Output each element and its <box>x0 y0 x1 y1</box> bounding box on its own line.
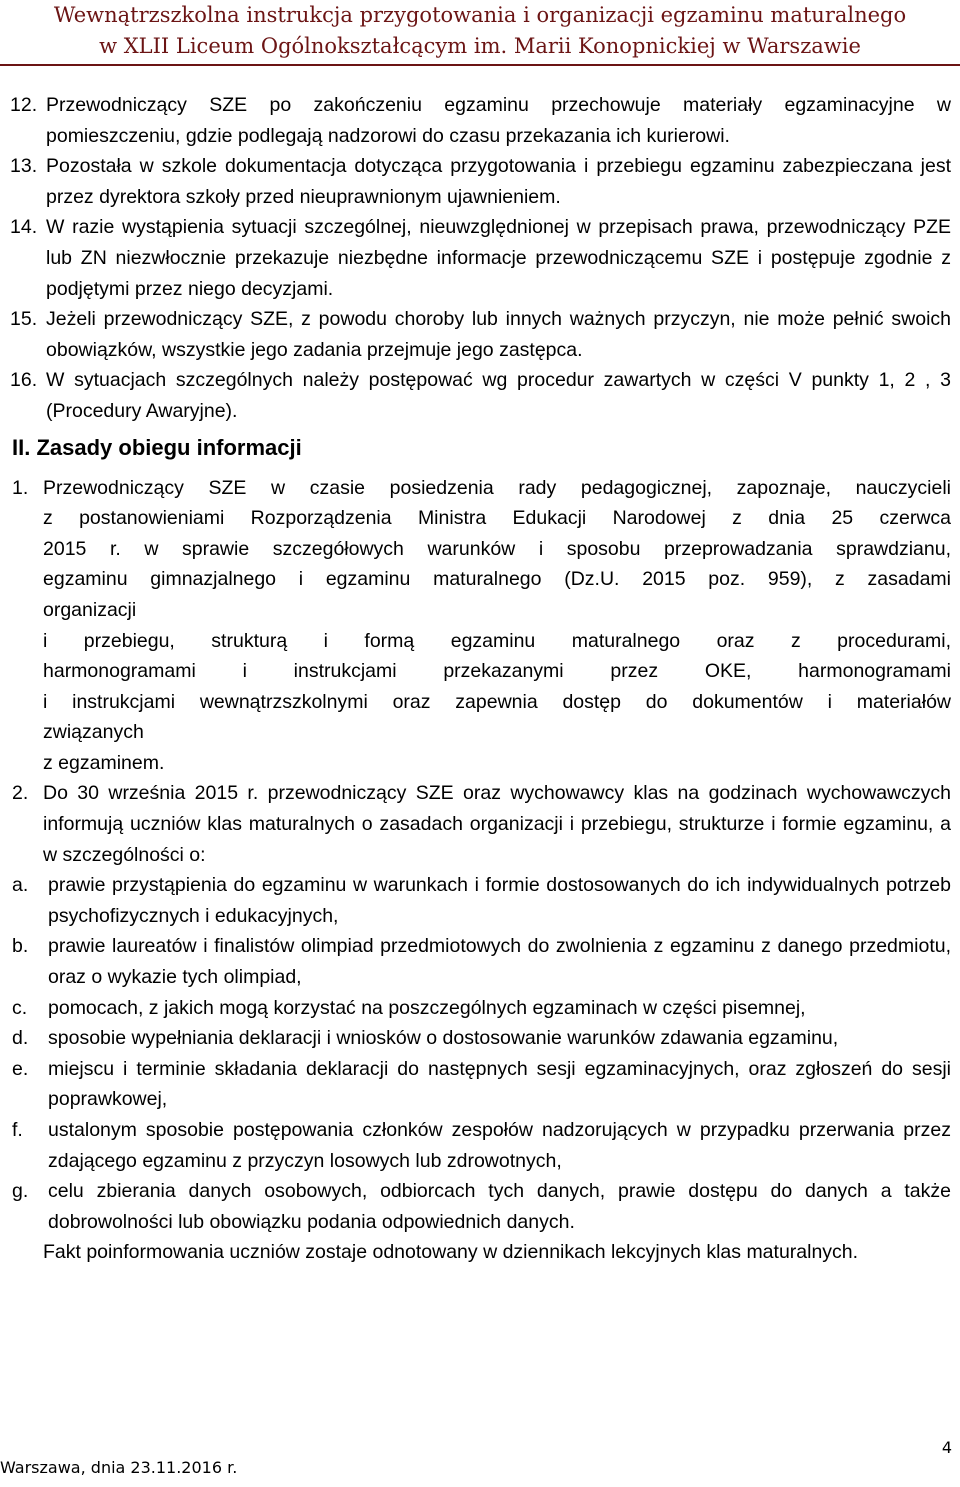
list-item <box>12 473 951 779</box>
sub-list-text: sposobie wypełniania deklaracji i wniosków o dostosowanie warunków zdawania egzaminu, <box>48 1027 839 1050</box>
list-item-number: 15. <box>10 308 38 331</box>
list-item <box>10 365 951 426</box>
list-item-text: Pozostała w szkole dokumentacja dotycząca przygotowania i przebiegu egzaminu zabezpieczana jest przez dyrektora szkoły przed nieuprawnionym ujawnieniem. <box>46 155 951 208</box>
header-line-2: w XLII Liceum Ogólnokształcącym im. Marii Konopnickiej w Warszawie <box>99 34 861 58</box>
sub-list-letter: c. <box>12 996 28 1019</box>
list-item-text <box>43 473 951 779</box>
sub-list-item <box>12 1023 951 1054</box>
document-header <box>0 0 960 62</box>
text-line: i instrukcjami wewnątrzszkolnymi oraz zapewnia dostęp do dokumentów i materiałów <box>43 690 951 713</box>
closing-paragraph: Fakt poinformowania uczniów zostaje odnotowany w dziennikach lekcyjnych klas maturalnych. <box>43 1241 859 1264</box>
sub-list-letter: g. <box>12 1180 29 1203</box>
sub-list-text: pomocach, z jakich mogą korzystać na poszczególnych egzaminach w części pisemnej, <box>48 996 806 1019</box>
sub-list-item <box>12 870 951 931</box>
sub-list-text: miejscu i terminie składania deklaracji do następnych sesji egzaminacyjnych, oraz zgłoszeń do sesji poprawkowej, <box>48 1057 951 1111</box>
list-item-number: 16. <box>10 369 38 392</box>
numbered-list-top <box>10 90 951 427</box>
sub-list-text: prawie przystąpienia do egzaminu w warunkach i formie dostosowanych do ich indywidualnych potrzeb psychofizycznych i edukacyjnych, <box>48 874 951 927</box>
sub-list-letter: a. <box>12 874 29 897</box>
numbered-list-section <box>12 473 951 1268</box>
list-item-text: W razie wystąpienia sytuacji szczególnej, nieuwzględnionej w przepisach prawa, przewodniczący PZE lub ZN niezwłocznie przekazuje niezbędne informacje przewodniczącemu SZE i postępuje zgodnie z podjętymi przez niego decyzjami. <box>46 216 951 300</box>
sub-list-item <box>12 1054 951 1115</box>
list-item-number: 14. <box>10 216 38 239</box>
list-item-text: Jeżeli przewodniczący SZE, z powodu choroby lub innych ważnych przyczyn, nie może pełnić swoich obowiązków, wszystkie jego zadania przejmuje jego zastępca. <box>46 308 951 361</box>
header-line-1: Wewnątrzszkolna instrukcja przygotowania i organizacji egzaminu maturalnego <box>53 3 907 27</box>
list-item <box>10 304 951 365</box>
sub-list-letter: e. <box>12 1057 29 1080</box>
sub-list-letter: f. <box>12 1119 23 1141</box>
text-line: Przewodniczący SZE w czasie posiedzenia rady pedagogicznej, zapoznaje, nauczycieli <box>43 476 951 499</box>
list-item-number: 1. <box>12 476 29 499</box>
sub-list-text: prawie laureatów i finalistów olimpiad przedmiotowych do zwolnienia z egzaminu z danego przedmiotu, oraz o wykazie tych olimpiad, <box>48 935 951 989</box>
list-item-text <box>12 778 951 1268</box>
lettered-list <box>12 870 951 1237</box>
list-item <box>12 778 951 1268</box>
sub-list-letter: b. <box>12 935 29 958</box>
text-line: z postanowieniami Rozporządzenia Ministra Edukacji Narodowej z dnia 25 czerwca <box>43 507 951 530</box>
sub-list-item <box>12 1115 951 1176</box>
list-item <box>10 212 951 304</box>
list-item <box>10 90 951 151</box>
sub-list-letter: d. <box>12 1027 29 1050</box>
text-line: i przebiegu, strukturą i formą egzaminu maturalnego oraz z procedurami, <box>43 629 951 652</box>
text-line: z egzaminem. <box>43 751 165 774</box>
page-number: 4 <box>941 1438 952 1457</box>
header-divider <box>0 64 960 66</box>
list-item-text: Przewodniczący SZE po zakończeniu egzaminu przechowuje materiały egzaminacyjne w pomieszczeniu, gdzie podlegają nadzorowi do czasu przekazania ich kurierowi. <box>46 94 951 147</box>
text-line: 2015 r. w sprawie szczegółowych warunków i sposobu przeprowadzania sprawdzianu, <box>43 537 951 560</box>
sub-list-item <box>12 931 951 992</box>
list-item-number: 13. <box>10 155 38 178</box>
sub-list-item <box>12 1176 951 1237</box>
text-line: egzaminu gimnazjalnego i egzaminu maturalnego (Dz.U. 2015 poz. 959), z zasadami <box>43 568 951 591</box>
text-line: organizacji <box>43 598 137 621</box>
document-body <box>10 90 951 1268</box>
footer-date: Warszawa, dnia 23.11.2016 r. <box>0 1458 238 1477</box>
sub-list-text: celu zbierania danych osobowych, odbiorcach tych danych, prawie dostępu do danych a także dobrowolności lub obowiązku podania odpowiednich danych. <box>48 1180 951 1233</box>
text-line: związanych <box>43 721 144 744</box>
list-item-intro: Do 30 września 2015 r. przewodniczący SZE oraz wychowawcy klas na godzinach wychowawczych informują uczniów klas maturalnych o zasadach organizacji i przebiegu, strukturze i formie egzaminu, a w szczególności o: <box>43 782 951 866</box>
list-item-number: 12. <box>10 94 38 116</box>
list-item <box>10 151 951 212</box>
section-heading: II. Zasady obiegu informacji <box>12 434 302 460</box>
sub-list-text: ustalonym sposobie postępowania członków zespołów nadzorujących w przypadku przerwania przez zdającego egzaminu z przyczyn losowych lub zdrowotnych, <box>48 1119 951 1172</box>
list-item-number: 2. <box>12 782 29 805</box>
sub-list-item <box>12 993 951 1024</box>
list-item-text: W sytuacjach szczególnych należy postępować wg procedur zawartych w części V punkty 1, 2 , 3 (Procedury Awaryjne). <box>46 369 951 422</box>
text-line: harmonogramami i instrukcjami przekazanymi przez OKE, harmonogramami <box>43 660 951 683</box>
